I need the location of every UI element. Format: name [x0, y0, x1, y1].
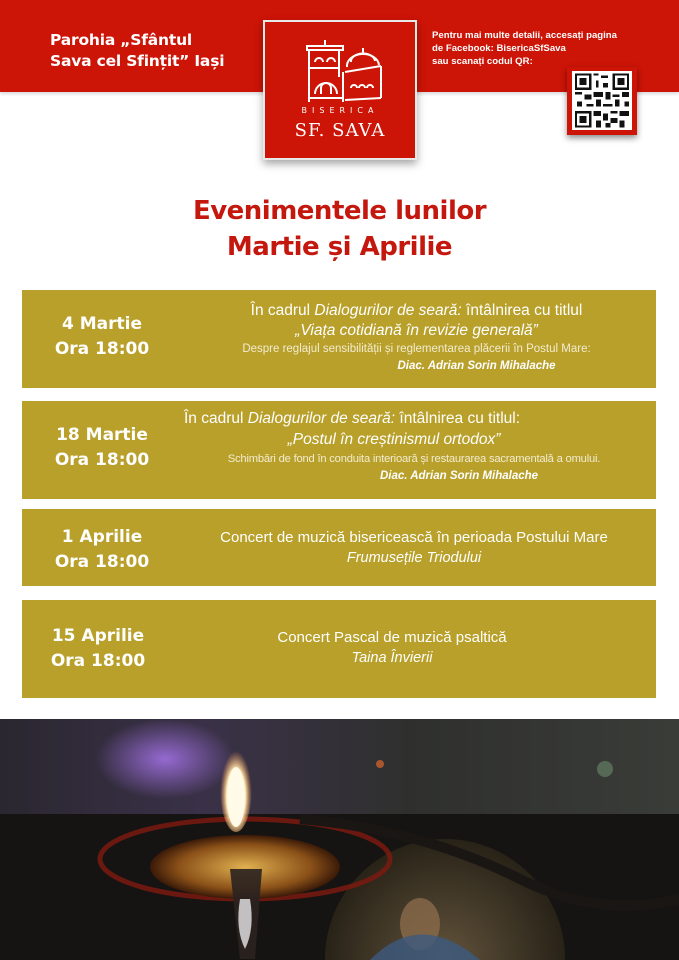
event-datetime [22, 525, 182, 575]
info-line2: de Facebook: BisericaSfSava [432, 43, 566, 54]
event-description [172, 528, 656, 568]
title-line2: Martie și Aprilie [226, 232, 453, 262]
event-time: Ora 18:00 [50, 651, 146, 671]
page-title [0, 193, 679, 265]
event-datetime [18, 624, 178, 674]
event-card [22, 509, 656, 586]
qr-code[interactable] [567, 67, 637, 135]
event-description [172, 409, 656, 484]
logo-line2: SF. SAVA [294, 120, 386, 141]
church-icon [265, 22, 415, 112]
event-date: 4 Martie [61, 314, 142, 334]
event-title: „Postul în creștinismul ortodox” [287, 431, 501, 448]
event-speaker: Diac. Adrian Sorin Mihalache [379, 470, 539, 482]
info-line3: sau scanați codul QR: [432, 56, 533, 67]
facebook-info [432, 29, 617, 68]
parish-name-line2: Sava cel Sfințit” Iași [50, 52, 225, 70]
event-subtitle: Schimbări de fond în conduita interioară și restaurarea sacramentală a omului. [227, 453, 601, 465]
event-card [22, 401, 656, 499]
event-card [22, 600, 656, 698]
event-datetime [22, 423, 182, 473]
info-line1: Pentru mai multe detalii, accesați pagina [432, 30, 618, 41]
event-card [22, 290, 656, 388]
event-description [177, 301, 656, 374]
logo-line1: BISERICA [301, 106, 379, 115]
event-time: Ora 18:00 [54, 552, 150, 572]
parish-name-line1: Parohia „Sfântul [50, 31, 193, 49]
event-title: Frumusețile Triodului [346, 550, 482, 566]
event-line1: În cadrul Dialogurilor de seară: întâlnirea cu titlul: [184, 410, 521, 427]
event-subtitle: Despre reglajul sensibilității și reglementarea plăcerii în Postul Mare: [242, 343, 591, 355]
candle-photo [0, 719, 679, 960]
qr-code-icon [572, 71, 632, 130]
event-line1: Concert de muzică bisericească în perioada Postului Mare [220, 529, 608, 546]
parish-name [50, 30, 224, 72]
event-date: 1 Aprilie [61, 527, 143, 547]
event-speaker: Diac. Adrian Sorin Mihalache [397, 360, 556, 372]
event-date: 15 Aprilie [51, 626, 145, 646]
candle-image-icon [0, 719, 679, 960]
title-line1: Evenimentele lunilor [192, 196, 487, 226]
event-title: „Viața cotidiană în revizie generală” [295, 322, 538, 339]
event-time: Ora 18:00 [54, 450, 150, 470]
event-date: 18 Martie [56, 425, 148, 445]
logo [263, 20, 417, 160]
event-line1: În cadrul Dialogurilor de seară: întâlnirea cu titlul [250, 302, 583, 319]
event-description [182, 628, 602, 668]
event-datetime [22, 312, 182, 362]
event-line1: Concert Pascal de muzică psaltică [277, 629, 507, 646]
event-time: Ora 18:00 [54, 339, 150, 359]
event-title: Taina Învierii [351, 650, 433, 666]
